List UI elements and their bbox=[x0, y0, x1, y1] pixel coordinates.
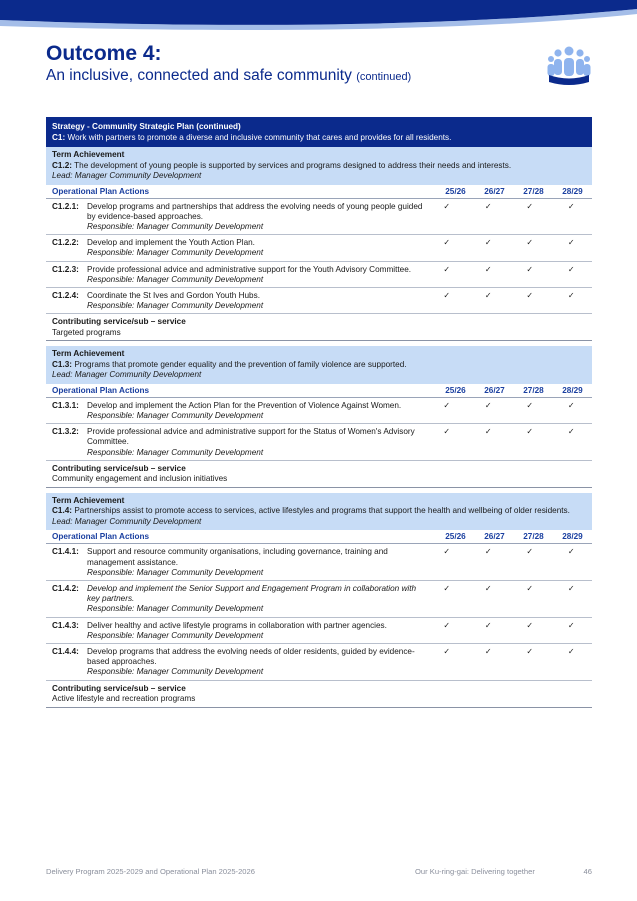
action-text: Deliver healthy and active lifestyle programs in collaboration with partner agencies. bbox=[87, 620, 387, 630]
term-line bbox=[52, 506, 586, 517]
checkmark-icon: ✓ bbox=[567, 400, 575, 410]
page-number: 46 bbox=[583, 867, 592, 876]
action-row bbox=[46, 644, 592, 681]
checkmark-icon: ✓ bbox=[567, 646, 575, 656]
strategy-heading: Strategy - Community Strategic Plan (continued) bbox=[52, 122, 241, 131]
year-column-header: 28/29 bbox=[562, 385, 583, 395]
term-achievement bbox=[46, 493, 592, 531]
operational-plan-header bbox=[46, 185, 592, 199]
contributing-service-text: Targeted programs bbox=[52, 327, 121, 337]
action-text: Provide professional advice and administrative support for the Youth Advisory Committee. bbox=[87, 264, 412, 274]
checkmark-icon: ✓ bbox=[484, 201, 492, 211]
checkmark-icon: ✓ bbox=[443, 583, 451, 593]
action-code: C1.2.1: bbox=[52, 201, 79, 211]
checkmark-icon: ✓ bbox=[567, 290, 575, 300]
checkmark-icon: ✓ bbox=[484, 264, 492, 274]
action-description bbox=[87, 291, 426, 311]
action-code: C1.3.1: bbox=[52, 400, 79, 410]
checkmark-icon: ✓ bbox=[443, 290, 451, 300]
action-code: C1.2.2: bbox=[52, 238, 79, 248]
action-responsible: Responsible: Manager Community Development bbox=[87, 567, 264, 577]
term-code: C1.3: bbox=[52, 359, 73, 369]
checkmark-icon: ✓ bbox=[484, 646, 492, 656]
action-text: Develop programs and partnerships that address the evolving needs of young people guided by evidence-based approaches. bbox=[87, 201, 423, 221]
page-subtitle bbox=[46, 66, 411, 87]
term-heading: Term Achievement bbox=[52, 495, 125, 505]
contributing-service-heading: Contributing service/sub – service bbox=[52, 683, 186, 693]
year-column-header: 27/28 bbox=[523, 532, 544, 542]
term-line bbox=[52, 360, 586, 371]
year-column-header: 26/27 bbox=[484, 532, 505, 542]
checkmark-icon: ✓ bbox=[526, 264, 534, 274]
strategy-banner bbox=[46, 117, 592, 147]
checkmark-icon: ✓ bbox=[484, 238, 492, 248]
year-column-header: 26/27 bbox=[484, 385, 505, 395]
checkmark-icon: ✓ bbox=[526, 646, 534, 656]
operational-plan-label: Operational Plan Actions bbox=[52, 385, 150, 395]
action-text: Provide professional advice and administrative support for the Status of Women's Advisory Committee. bbox=[87, 427, 415, 447]
action-text: Develop programs that address the evolving needs of older residents, guided by evidence-based approaches. bbox=[87, 646, 415, 667]
action-row bbox=[46, 544, 592, 581]
operational-plan-header bbox=[46, 384, 592, 398]
action-responsible: Responsible: Manager Community Development bbox=[87, 411, 264, 421]
checkmark-icon: ✓ bbox=[567, 620, 575, 630]
strategy-text: Work with partners to promote a diverse and inclusive community that cares and provides for all residents. bbox=[67, 133, 452, 142]
checkmark-icon: ✓ bbox=[526, 547, 534, 557]
action-text: Develop and implement the Action Plan for the Prevention of Violence Against Women. bbox=[87, 400, 402, 410]
contributing-service-heading: Contributing service/sub – service bbox=[52, 317, 186, 327]
term-code: C1.2: bbox=[52, 160, 73, 170]
action-code: C1.4.2: bbox=[52, 583, 79, 593]
action-description bbox=[87, 584, 426, 615]
action-row bbox=[46, 424, 592, 461]
checkmark-icon: ✓ bbox=[484, 583, 492, 593]
header-band bbox=[0, 0, 637, 34]
checkmark-icon: ✓ bbox=[526, 583, 534, 593]
term-text: Programs that promote gender equality and the prevention of family violence are supported. bbox=[74, 359, 407, 369]
action-description bbox=[87, 202, 426, 233]
strategy-line bbox=[52, 132, 586, 143]
checkmark-icon: ✓ bbox=[443, 427, 451, 437]
contributing-service bbox=[46, 314, 592, 341]
checkmark-icon: ✓ bbox=[567, 547, 575, 557]
subtitle-text: An inclusive, connected and safe community bbox=[46, 67, 352, 84]
checkmark-icon: ✓ bbox=[484, 400, 492, 410]
action-responsible: Responsible: Manager Community Development bbox=[87, 274, 264, 284]
checkmark-icon: ✓ bbox=[526, 201, 534, 211]
action-description bbox=[87, 427, 426, 458]
action-code: C1.4.3: bbox=[52, 620, 79, 630]
term-achievement bbox=[46, 147, 592, 185]
year-column-header: 25/26 bbox=[445, 532, 466, 542]
action-code: C1.4.4: bbox=[52, 646, 79, 656]
action-code: C1.4.1: bbox=[52, 547, 79, 557]
checkmark-icon: ✓ bbox=[443, 620, 451, 630]
action-responsible: Responsible: Manager Community Development bbox=[87, 630, 264, 640]
action-responsible: Responsible: Manager Community Development bbox=[87, 667, 264, 677]
contributing-service bbox=[46, 461, 592, 488]
action-row bbox=[46, 235, 592, 261]
term-lead: Lead: Manager Community Development bbox=[52, 171, 202, 180]
community-people-icon bbox=[546, 44, 592, 88]
term-heading: Term Achievement bbox=[52, 349, 125, 359]
checkmark-icon: ✓ bbox=[526, 400, 534, 410]
page-title: Outcome 4: bbox=[46, 42, 162, 65]
checkmark-icon: ✓ bbox=[443, 547, 451, 557]
footer-tagline: Our Ku-ring-gai: Delivering together bbox=[415, 867, 535, 876]
checkmark-icon: ✓ bbox=[443, 400, 451, 410]
checkmark-icon: ✓ bbox=[443, 238, 451, 248]
checkmark-icon: ✓ bbox=[484, 620, 492, 630]
action-responsible: Responsible: Manager Community Development bbox=[87, 221, 264, 231]
term-heading: Term Achievement bbox=[52, 150, 125, 159]
year-column-header: 27/28 bbox=[523, 385, 544, 395]
title-block bbox=[46, 42, 411, 87]
action-text: Develop and implement the Senior Support and Engagement Program in collaboration with key partners. bbox=[87, 583, 417, 604]
action-code: C1.2.3: bbox=[52, 264, 79, 274]
checkmark-icon: ✓ bbox=[484, 547, 492, 557]
contributing-service-text: Active lifestyle and recreation programs bbox=[52, 694, 196, 704]
year-column-header: 28/29 bbox=[562, 532, 583, 542]
checkmark-icon: ✓ bbox=[443, 646, 451, 656]
action-responsible: Responsible: Manager Community Development bbox=[87, 248, 264, 258]
checkmark-icon: ✓ bbox=[567, 264, 575, 274]
term-lead: Lead: Manager Community Development bbox=[52, 516, 202, 526]
action-text: Support and resource community organisations, including governance, training and management assistance. bbox=[87, 547, 388, 567]
action-responsible: Responsible: Manager Community Development bbox=[87, 604, 264, 614]
checkmark-icon: ✓ bbox=[526, 290, 534, 300]
action-description bbox=[87, 265, 426, 285]
operational-plan-label: Operational Plan Actions bbox=[52, 532, 150, 542]
checkmark-icon: ✓ bbox=[484, 427, 492, 437]
operational-plan-header bbox=[46, 530, 592, 544]
contributing-service-text: Community engagement and inclusion initiatives bbox=[52, 474, 228, 484]
term-code: C1.4: bbox=[52, 506, 73, 516]
checkmark-icon: ✓ bbox=[567, 583, 575, 593]
contributing-service bbox=[46, 681, 592, 708]
checkmark-icon: ✓ bbox=[443, 264, 451, 274]
subtitle-suffix: (continued) bbox=[356, 71, 412, 83]
action-description bbox=[87, 621, 426, 641]
year-column-header: 25/26 bbox=[445, 385, 466, 395]
term-achievement bbox=[46, 346, 592, 384]
action-description bbox=[87, 647, 426, 678]
year-column-header: 25/26 bbox=[445, 186, 466, 196]
action-responsible: Responsible: Manager Community Development bbox=[87, 301, 264, 311]
action-code: C1.3.2: bbox=[52, 427, 79, 437]
action-text: Coordinate the St Ives and Gordon Youth Hubs. bbox=[87, 290, 260, 300]
contributing-service-heading: Contributing service/sub – service bbox=[52, 463, 186, 473]
action-row bbox=[46, 262, 592, 288]
action-row bbox=[46, 199, 592, 236]
action-row bbox=[46, 288, 592, 314]
term-line bbox=[52, 161, 586, 172]
checkmark-icon: ✓ bbox=[526, 238, 534, 248]
action-code: C1.2.4: bbox=[52, 290, 79, 300]
checkmark-icon: ✓ bbox=[484, 290, 492, 300]
term-lead: Lead: Manager Community Development bbox=[52, 370, 202, 380]
action-text: Develop and implement the Youth Action Plan. bbox=[87, 238, 255, 248]
checkmark-icon: ✓ bbox=[526, 620, 534, 630]
action-row bbox=[46, 581, 592, 618]
year-column-header: 28/29 bbox=[562, 186, 583, 196]
operational-plan-label: Operational Plan Actions bbox=[52, 186, 150, 196]
action-row bbox=[46, 618, 592, 644]
strategy-code: C1: bbox=[52, 133, 66, 142]
action-description bbox=[87, 238, 426, 258]
year-column-header: 26/27 bbox=[484, 186, 505, 196]
term-text: The development of young people is supported by services and programs designed to address their needs and interests. bbox=[74, 160, 512, 170]
action-description bbox=[87, 547, 426, 578]
action-row bbox=[46, 398, 592, 424]
term-text: Partnerships assist to promote access to services, active lifestyles and programs that support the health and wellbeing of older residents. bbox=[74, 506, 570, 516]
checkmark-icon: ✓ bbox=[443, 201, 451, 211]
sections-container bbox=[46, 147, 592, 708]
year-column-header: 27/28 bbox=[523, 186, 544, 196]
checkmark-icon: ✓ bbox=[567, 201, 575, 211]
footer-document-title: Delivery Program 2025-2029 and Operational Plan 2025-2026 bbox=[46, 867, 255, 876]
checkmark-icon: ✓ bbox=[526, 427, 534, 437]
action-description bbox=[87, 401, 426, 421]
checkmark-icon: ✓ bbox=[567, 427, 575, 437]
plan-table bbox=[46, 117, 592, 713]
action-responsible: Responsible: Manager Community Development bbox=[87, 447, 264, 457]
checkmark-icon: ✓ bbox=[567, 238, 575, 248]
